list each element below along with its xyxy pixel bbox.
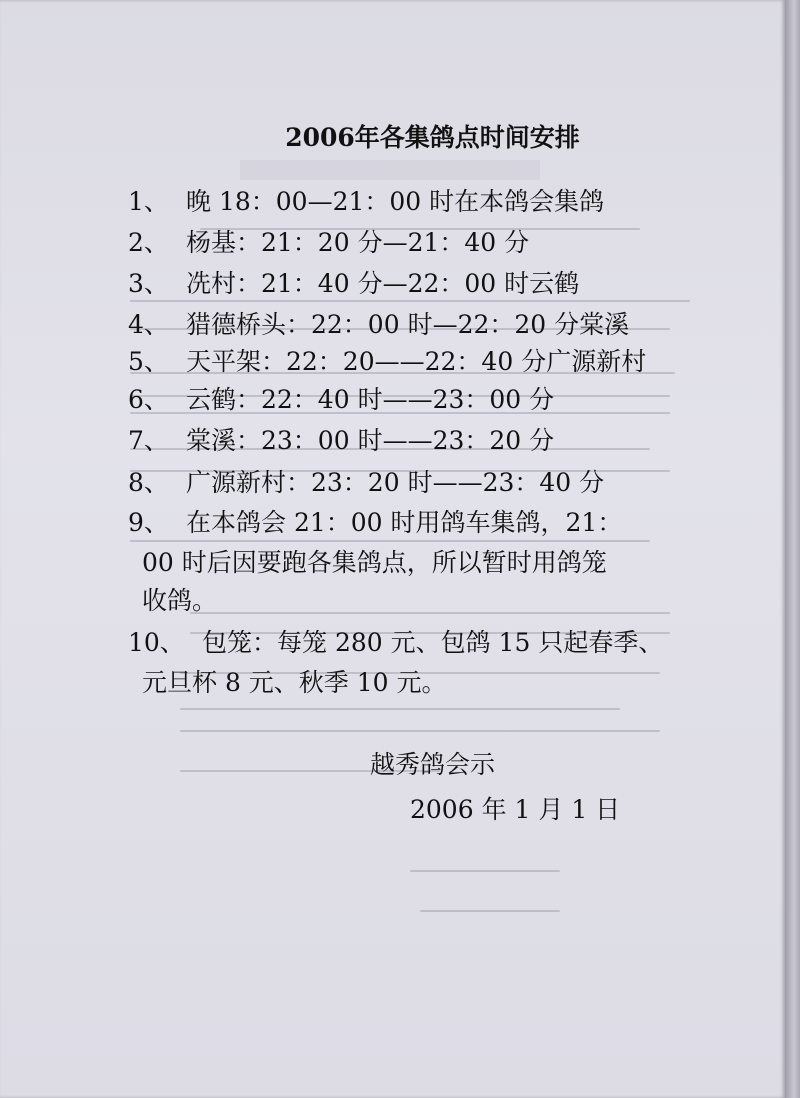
- list-item: [128, 468, 604, 498]
- item-number: 6、: [128, 385, 169, 414]
- list-item: [128, 628, 663, 658]
- document-date: 2006 年 1 月 1 日: [410, 795, 621, 824]
- item-text: 包笼：每笼 280 元、包鸽 15 只起春季、: [202, 628, 664, 657]
- item-text: 晚 18：00—21：00 时在本鸽会集鸽: [186, 187, 605, 216]
- item-text: 广源新村：23：20 时——23：40 分: [186, 468, 605, 497]
- item-text: 猎德桥头：22：00 时—22：20 分棠溪: [186, 310, 630, 339]
- item-number: 1、: [128, 187, 169, 216]
- item-text: 在本鸽会 21：00 时用鸽车集鸽，21：: [186, 508, 623, 537]
- item-text: 冼村：21：40 分—22：00 时云鹤: [186, 269, 580, 298]
- item-text: 云鹤：22：40 时——23：00 分: [186, 385, 555, 414]
- list-item: [128, 426, 554, 456]
- list-item: [128, 269, 579, 299]
- item-number: 7、: [128, 426, 169, 455]
- item-number: 5、: [128, 347, 169, 376]
- item-number: 9、: [128, 508, 169, 537]
- item-text: 棠溪：23：00 时——23：20 分: [186, 426, 555, 455]
- document-title: 2006年各集鸽点时间安排: [285, 123, 580, 152]
- item-number: 2、: [128, 228, 169, 257]
- item-continuation: 元旦杯 8 元、秋季 10 元。: [142, 668, 447, 697]
- list-item: [128, 187, 604, 217]
- item-number: 4、: [128, 310, 169, 339]
- list-item: [128, 347, 646, 377]
- list-item: [128, 228, 529, 258]
- scan-edge: [785, 0, 800, 1098]
- item-number: 8、: [128, 468, 169, 497]
- list-item: [128, 385, 554, 415]
- item-text: 杨基：21：20 分—21：40 分: [186, 228, 530, 257]
- list-item: [128, 508, 622, 538]
- signature: 越秀鸽会示: [370, 750, 496, 779]
- list-item: [128, 310, 629, 340]
- item-number: 10、: [128, 628, 185, 657]
- item-text: 天平架：22：20——22：40 分广源新村: [186, 347, 647, 376]
- item-number: 3、: [128, 269, 169, 298]
- item-continuation: 00 时后因要跑各集鸽点，所以暂时用鸽笼: [142, 548, 607, 577]
- item-continuation: 收鸽。: [142, 586, 218, 615]
